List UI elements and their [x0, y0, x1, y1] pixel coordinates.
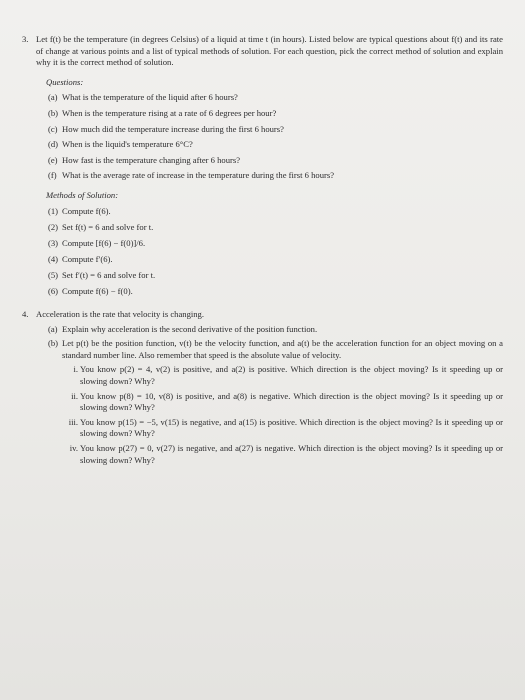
method-item: [36, 206, 503, 218]
sub-question-text: You know p(27) = 0, v(27) is negative, and a(27) is negative. Which direction is the object moving? Is it speeding up or slowing down? Why?: [80, 442, 503, 465]
problem-intro: Acceleration is the rate that velocity is changing.: [36, 309, 204, 319]
problem-3: [22, 34, 503, 303]
sub-question-label: iv.: [69, 442, 78, 453]
part-label: (b): [48, 338, 59, 349]
method-label: (2): [48, 221, 59, 232]
sub-question: [36, 391, 503, 414]
question-label: (e): [48, 154, 58, 165]
question-text: What is the average rate of increase in the temperature during the first 6 hours?: [62, 170, 335, 181]
question-text: How much did the temperature increase during the first 6 hours?: [62, 123, 284, 134]
question-item: [36, 108, 503, 120]
questions-heading: Questions:: [46, 76, 84, 87]
questions-list: [36, 92, 503, 182]
sub-question-label: ii.: [71, 390, 78, 401]
method-text: Compute f(6).: [62, 205, 111, 216]
method-label: (5): [48, 270, 59, 281]
method-item: [36, 286, 503, 298]
question-item: [36, 139, 503, 151]
part-text: Let p(t) be the position function, v(t) be the velocity function, and a(t) be the acceleration function for an object moving on a standard number line. Also remember that speed is the absolute value of velocity.: [62, 338, 503, 360]
sub-question-label: i.: [73, 364, 78, 375]
problem-number: 4.: [22, 309, 29, 319]
part-a: [36, 324, 503, 336]
problem-4: [22, 309, 503, 466]
question-item: [36, 92, 503, 104]
part-label: (a): [48, 323, 58, 334]
method-label: (1): [48, 205, 59, 216]
method-item: [36, 222, 503, 234]
method-text: Set f(t) = 6 and solve for t.: [62, 221, 154, 232]
method-text: Compute f′(6).: [62, 254, 113, 265]
method-label: (4): [48, 254, 59, 265]
method-text: Compute [f(6) − f(0)]/6.: [62, 237, 146, 248]
question-text: When is the temperature rising at a rate of 6 degrees per hour?: [62, 107, 277, 118]
question-item: [36, 124, 503, 136]
question-label: (a): [48, 92, 58, 103]
question-label: (f): [48, 170, 57, 181]
question-label: (d): [48, 139, 59, 150]
method-label: (3): [48, 237, 59, 248]
sub-question-text: You know p(2) = 4, v(2) is positive, and a(2) is positive. Which direction is the object moving? Is it speeding up or slowing down? Why?: [80, 364, 503, 386]
sub-question-text: You know p(8) = 10, v(8) is positive, and a(8) is negative. Which direction is the object moving? Is it speeding up or slowing down? Why?: [80, 390, 503, 413]
sub-question-label: iii.: [68, 416, 78, 427]
question-text: When is the liquid's temperature 6°C?: [62, 139, 193, 150]
question-label: (c): [48, 123, 58, 134]
method-text: Compute f(6) − f(0).: [62, 286, 133, 297]
method-item: [36, 238, 503, 250]
question-text: What is the temperature of the liquid after 6 hours?: [62, 92, 238, 103]
problem-intro: Let f(t) be the temperature (in degrees Celsius) of a liquid at time t (in hours). Listed below are typical questions about f(t) and its rate of change at various points and a list of typical methods of solution. For each question, pick the correct method of solution and explain why it is the correct method of solution.: [36, 34, 503, 68]
method-item: [36, 270, 503, 282]
question-item: [36, 155, 503, 167]
question-item: [36, 170, 503, 182]
sub-question: [36, 364, 503, 387]
method-text: Set f′(t) = 6 and solve for t.: [62, 270, 156, 281]
method-item: [36, 254, 503, 266]
methods-heading: Methods of Solution:: [46, 189, 119, 200]
question-text: How fast is the temperature changing after 6 hours?: [62, 154, 241, 165]
sub-question: [36, 443, 503, 466]
question-label: (b): [48, 107, 59, 118]
problem-number: 3.: [22, 34, 29, 44]
method-label: (6): [48, 286, 59, 297]
sub-question-text: You know p(15) = −5, v(15) is negative, and a(15) is positive. Which direction is the object moving? Is it speeding up or slowing down? Why?: [80, 416, 503, 439]
methods-list: [36, 206, 503, 299]
part-b: [36, 338, 503, 361]
part-text: Explain why acceleration is the second derivative of the position function.: [62, 323, 318, 334]
sub-question: [36, 417, 503, 440]
